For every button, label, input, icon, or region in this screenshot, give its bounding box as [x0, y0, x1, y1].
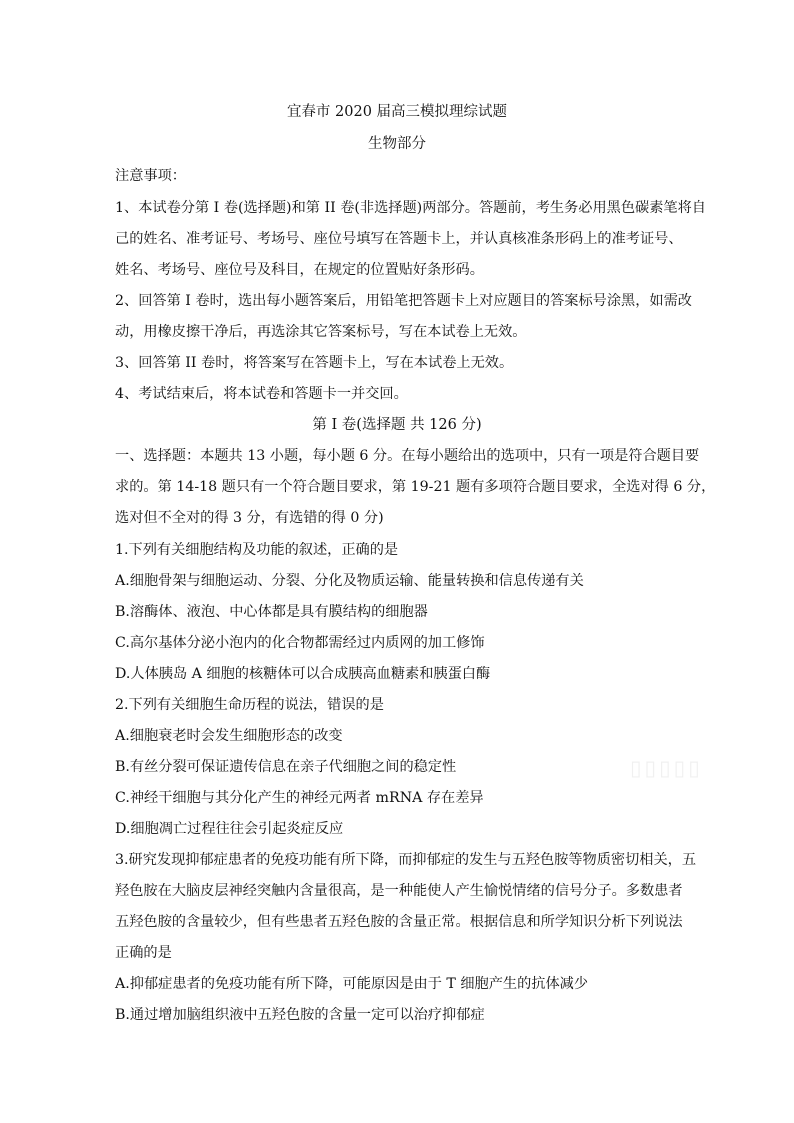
question-3-stem: 正确的是 — [115, 945, 172, 961]
section-title: 第 I 卷(选择题 共 126 分) — [312, 417, 482, 433]
question-2-option-a: A.细胞衰老时会发生细胞形态的改变 — [115, 728, 343, 744]
notice-line: 1、本试卷分第 I 卷(选择题)和第 II 卷(非选择题)两部分。答题前，考生务必用黑色碳素笔将自 — [115, 200, 706, 216]
notice-line: 2、回答第 I 卷时，选出每小题答案后，用铅笔把答题卡上对应题目的答案标号涂黑，如需改 — [115, 293, 692, 309]
notice-line: 己的姓名、准考证号、考场号、座位号填写在答题卡上，并认真核准条形码上的准考证号、 — [115, 231, 683, 247]
exam-subtitle: 生物部分 — [368, 136, 426, 152]
section-instruction: 一、选择题：本题共 13 小题，每小题 6 分。在每小题给出的选项中，只有一项是符合题目要 — [115, 448, 700, 464]
notice-line: 姓名、考场号、座位号及科目，在规定的位置贴好条形码。 — [115, 262, 484, 278]
question-3-stem: 羟色胺在大脑皮层神经突触内含量很高，是一种能使人产生愉悦情绪的信号分子。多数患者 — [115, 883, 683, 899]
question-1-option-d: D.人体胰岛 A 细胞的核糖体可以合成胰高血糖素和胰蛋白酶 — [115, 666, 491, 682]
question-2-option-b: B.有丝分裂可保证遗传信息在亲子代细胞之间的稳定性 — [115, 759, 457, 775]
question-2-option-d: D.细胞凋亡过程往往会引起炎症反应 — [115, 821, 344, 837]
question-1-stem: 1.下列有关细胞结构及功能的叙述，正确的是 — [115, 542, 399, 558]
notice-line: 动，用橡皮擦干净后，再选涂其它答案标号，写在本试卷上无效。 — [115, 324, 527, 340]
notice-line: 4、考试结束后，将本试卷和答题卡一并交回。 — [115, 386, 408, 402]
question-1-option-a: A.细胞骨架与细胞运动、分裂、分化及物质运输、能量转换和信息传递有关 — [115, 573, 584, 589]
question-2-stem: 2.下列有关细胞生命历程的说法，错误的是 — [115, 697, 384, 713]
notice-heading: 注意事项： — [115, 168, 186, 184]
watermark: ▯▯▯▯▯ — [630, 756, 703, 780]
question-3-option-a: A.抑郁症患者的免疫功能有所下降，可能原因是由于 T 细胞产生的抗体减少 — [115, 976, 589, 992]
section-instruction: 选对但不全对的得 3 分，有选错的得 0 分) — [115, 510, 384, 526]
question-3-stem: 3.研究发现抑郁症患者的免疫功能有所下降，而抑郁症的发生与五羟色胺等物质密切相关，五 — [115, 852, 697, 868]
question-3-option-b: B.通过增加脑组织液中五羟色胺的含量一定可以治疗抑郁症 — [115, 1007, 485, 1023]
question-2-option-c: C.神经干细胞与其分化产生的神经元两者 mRNA 存在差异 — [115, 790, 484, 806]
notice-line: 3、回答第 II 卷时，将答案写在答题卡上，写在本试卷上无效。 — [115, 355, 514, 371]
question-3-stem: 五羟色胺的含量较少，但有些患者五羟色胺的含量正常。根据信息和所学知识分析下列说法 — [115, 914, 683, 930]
question-1-option-b: B.溶酶体、液泡、中心体都是具有膜结构的细胞器 — [115, 604, 428, 620]
exam-title: 宜春市 2020 届高三模拟理综试题 — [286, 104, 508, 120]
question-1-option-c: C.高尔基体分泌小泡内的化合物都需经过内质网的加工修饰 — [115, 635, 485, 651]
section-instruction: 求的。第 14-18 题只有一个符合题目要求，第 19-21 题有多项符合题目要求，全选对得 6 分， — [115, 479, 716, 495]
